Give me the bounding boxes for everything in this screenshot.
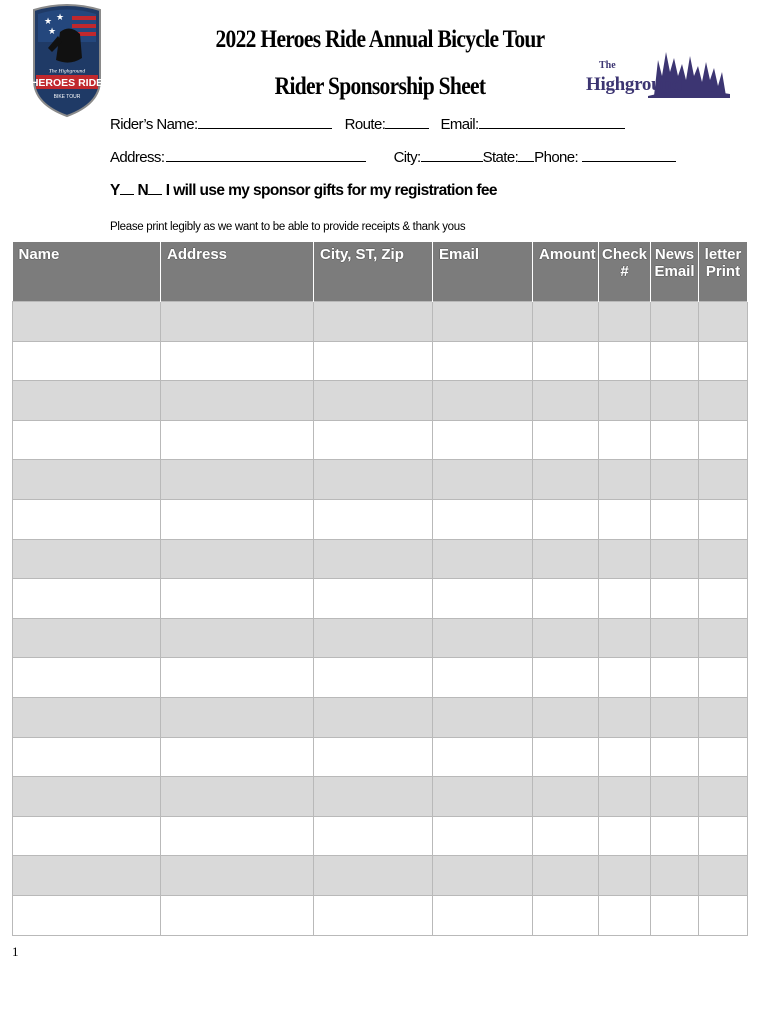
highground-logo <box>584 46 730 104</box>
cell-news-email[interactable] <box>651 579 699 619</box>
cell-address[interactable] <box>161 499 314 539</box>
cell-news-email[interactable] <box>651 777 699 817</box>
cell-city-st-zip[interactable] <box>314 499 433 539</box>
yes-label: Y <box>110 182 120 199</box>
cell-address[interactable] <box>161 895 314 935</box>
cell-email[interactable] <box>433 816 533 856</box>
cell-news-email[interactable] <box>651 618 699 658</box>
cell-email[interactable] <box>433 499 533 539</box>
yes-field[interactable] <box>120 180 134 195</box>
cell-news-email[interactable] <box>651 302 699 342</box>
svg-text:★: ★ <box>56 13 65 23</box>
cell-name[interactable] <box>13 777 161 817</box>
cell-address[interactable] <box>161 460 314 500</box>
svg-text:★: ★ <box>48 27 57 37</box>
cell-check-number[interactable] <box>599 579 651 619</box>
no-field[interactable] <box>148 180 162 195</box>
cell-email[interactable] <box>433 618 533 658</box>
cell-city-st-zip[interactable] <box>314 737 433 777</box>
table-row <box>13 460 748 500</box>
cell-address[interactable] <box>161 856 314 896</box>
cell-amount[interactable] <box>533 895 599 935</box>
form-line-sponsor <box>110 180 497 200</box>
cell-check-number[interactable] <box>599 341 651 381</box>
cell-news-email[interactable] <box>651 381 699 421</box>
sponsor-statement: I will use my sponsor gifts for my registration fee <box>165 182 497 199</box>
print-note: Please print legibly as we want to be able to provide receipts & thank yous <box>110 221 466 233</box>
cell-check-number[interactable] <box>599 618 651 658</box>
cell-email[interactable] <box>433 460 533 500</box>
cell-news-email[interactable] <box>651 658 699 698</box>
cell-letter-print[interactable] <box>699 579 748 619</box>
cell-news-email[interactable] <box>651 816 699 856</box>
heroes-ride-logo <box>30 2 104 118</box>
header-address: Address <box>161 242 314 302</box>
cell-city-st-zip[interactable] <box>314 777 433 817</box>
highground-the: The <box>599 60 616 71</box>
form-line-address <box>110 147 676 166</box>
table-row <box>13 618 748 658</box>
cell-letter-print[interactable] <box>699 618 748 658</box>
cell-letter-print[interactable] <box>699 460 748 500</box>
form-line-rider <box>110 114 625 133</box>
header-check-number: Check # <box>599 242 651 302</box>
cell-check-number[interactable] <box>599 856 651 896</box>
cell-amount[interactable] <box>533 697 599 737</box>
cell-letter-print[interactable] <box>699 895 748 935</box>
cell-amount[interactable] <box>533 381 599 421</box>
cell-email[interactable] <box>433 420 533 460</box>
cell-amount[interactable] <box>533 539 599 579</box>
cell-check-number[interactable] <box>599 539 651 579</box>
svg-text:★: ★ <box>44 17 53 27</box>
logo-top-text: The Highground <box>48 68 86 75</box>
cell-news-email[interactable] <box>651 460 699 500</box>
table-row <box>13 737 748 777</box>
cell-amount[interactable] <box>533 341 599 381</box>
cell-news-email[interactable] <box>651 856 699 896</box>
cell-city-st-zip[interactable] <box>314 539 433 579</box>
table-row <box>13 697 748 737</box>
table-row <box>13 302 748 342</box>
logo-main-text: HEROES RIDE <box>30 77 104 89</box>
cell-name[interactable] <box>13 579 161 619</box>
cell-address[interactable] <box>161 658 314 698</box>
table-row <box>13 499 748 539</box>
cell-address[interactable] <box>161 816 314 856</box>
cell-email[interactable] <box>433 697 533 737</box>
cell-city-st-zip[interactable] <box>314 302 433 342</box>
cell-amount[interactable] <box>533 737 599 777</box>
table-row <box>13 539 748 579</box>
cell-letter-print[interactable] <box>699 341 748 381</box>
cell-check-number[interactable] <box>599 737 651 777</box>
table-row <box>13 579 748 619</box>
cell-check-number[interactable] <box>599 816 651 856</box>
cell-email[interactable] <box>433 302 533 342</box>
cell-name[interactable] <box>13 697 161 737</box>
riders-name-field[interactable] <box>198 114 332 129</box>
sponsor-table <box>12 242 748 936</box>
header-news-email: News Email <box>651 242 699 302</box>
cell-letter-print[interactable] <box>699 658 748 698</box>
cell-amount[interactable] <box>533 856 599 896</box>
cell-letter-print[interactable] <box>699 302 748 342</box>
header-name: Name <box>13 242 161 302</box>
page-number: 1 <box>12 944 19 959</box>
cell-amount[interactable] <box>533 618 599 658</box>
city-label: City: <box>393 149 421 166</box>
cell-news-email[interactable] <box>651 341 699 381</box>
header-amount: Amount <box>533 242 599 302</box>
state-field[interactable] <box>518 147 534 162</box>
cell-city-st-zip[interactable] <box>314 658 433 698</box>
cell-news-email[interactable] <box>651 499 699 539</box>
cell-name[interactable] <box>13 302 161 342</box>
cell-address[interactable] <box>161 539 314 579</box>
cell-address[interactable] <box>161 737 314 777</box>
cell-news-email[interactable] <box>651 420 699 460</box>
email-label: Email: <box>440 116 479 133</box>
cell-email[interactable] <box>433 895 533 935</box>
cell-letter-print[interactable] <box>699 539 748 579</box>
cell-letter-print[interactable] <box>699 697 748 737</box>
page-title: 2022 Heroes Ride Annual Bicycle Tour <box>215 26 545 53</box>
phone-field[interactable] <box>582 147 676 162</box>
address-label: Address: <box>110 149 165 166</box>
cell-email[interactable] <box>433 381 533 421</box>
cell-amount[interactable] <box>533 302 599 342</box>
cell-news-email[interactable] <box>651 539 699 579</box>
cell-city-st-zip[interactable] <box>314 341 433 381</box>
cell-address[interactable] <box>161 697 314 737</box>
cell-email[interactable] <box>433 777 533 817</box>
cell-news-email[interactable] <box>651 737 699 777</box>
cell-email[interactable] <box>433 737 533 777</box>
table-row <box>13 381 748 421</box>
route-field[interactable] <box>385 114 429 129</box>
cell-check-number[interactable] <box>599 658 651 698</box>
logo-bottom-text: BIKE TOUR <box>53 94 81 100</box>
cell-city-st-zip[interactable] <box>314 618 433 658</box>
cell-name[interactable] <box>13 816 161 856</box>
cell-letter-print[interactable] <box>699 856 748 896</box>
email-field[interactable] <box>479 114 625 129</box>
riders-name-label: Rider’s Name: <box>110 116 198 133</box>
cell-letter-print[interactable] <box>699 816 748 856</box>
cell-city-st-zip[interactable] <box>314 895 433 935</box>
cell-city-st-zip[interactable] <box>314 381 433 421</box>
cell-letter-print[interactable] <box>699 381 748 421</box>
header-city-st-zip: City, ST, Zip <box>314 242 433 302</box>
cell-news-email[interactable] <box>651 697 699 737</box>
cell-letter-print[interactable] <box>699 499 748 539</box>
cell-check-number[interactable] <box>599 381 651 421</box>
cell-city-st-zip[interactable] <box>314 816 433 856</box>
cell-check-number[interactable] <box>599 302 651 342</box>
cell-check-number[interactable] <box>599 420 651 460</box>
cell-email[interactable] <box>433 539 533 579</box>
cell-name[interactable] <box>13 499 161 539</box>
cell-letter-print[interactable] <box>699 737 748 777</box>
cell-name[interactable] <box>13 618 161 658</box>
table-row <box>13 777 748 817</box>
table-row <box>13 341 748 381</box>
cell-name[interactable] <box>13 856 161 896</box>
cell-amount[interactable] <box>533 579 599 619</box>
table-row <box>13 420 748 460</box>
cell-letter-print[interactable] <box>699 420 748 460</box>
highground-name: Highground <box>586 74 682 95</box>
cell-amount[interactable] <box>533 460 599 500</box>
table-row <box>13 816 748 856</box>
cell-check-number[interactable] <box>599 499 651 539</box>
no-label: N <box>137 182 149 199</box>
cell-name[interactable] <box>13 658 161 698</box>
cell-city-st-zip[interactable] <box>314 460 433 500</box>
cell-news-email[interactable] <box>651 895 699 935</box>
cell-address[interactable] <box>161 777 314 817</box>
page-subtitle: Rider Sponsorship Sheet <box>274 73 486 100</box>
cell-email[interactable] <box>433 856 533 896</box>
cell-address[interactable] <box>161 341 314 381</box>
header-letter-print: letter Print <box>699 242 748 302</box>
phone-label: Phone: <box>534 149 579 166</box>
cell-letter-print[interactable] <box>699 777 748 817</box>
cell-check-number[interactable] <box>599 895 651 935</box>
cell-address[interactable] <box>161 420 314 460</box>
cell-name[interactable] <box>13 895 161 935</box>
cell-name[interactable] <box>13 539 161 579</box>
cell-city-st-zip[interactable] <box>314 856 433 896</box>
cell-amount[interactable] <box>533 777 599 817</box>
cell-city-st-zip[interactable] <box>314 420 433 460</box>
cell-name[interactable] <box>13 420 161 460</box>
cell-amount[interactable] <box>533 499 599 539</box>
address-field[interactable] <box>166 147 366 162</box>
header-email: Email <box>433 242 533 302</box>
cell-city-st-zip[interactable] <box>314 697 433 737</box>
table-row <box>13 658 748 698</box>
table-row <box>13 895 748 935</box>
table-row <box>13 856 748 896</box>
cell-amount[interactable] <box>533 420 599 460</box>
cell-name[interactable] <box>13 341 161 381</box>
table-header-row <box>13 242 748 302</box>
cell-name[interactable] <box>13 460 161 500</box>
cell-check-number[interactable] <box>599 460 651 500</box>
cell-check-number[interactable] <box>599 697 651 737</box>
cell-address[interactable] <box>161 302 314 342</box>
cell-address[interactable] <box>161 618 314 658</box>
cell-amount[interactable] <box>533 816 599 856</box>
cell-amount[interactable] <box>533 658 599 698</box>
cell-address[interactable] <box>161 381 314 421</box>
city-field[interactable] <box>421 147 483 162</box>
cell-email[interactable] <box>433 579 533 619</box>
cell-email[interactable] <box>433 341 533 381</box>
cell-name[interactable] <box>13 381 161 421</box>
route-label: Route: <box>344 116 386 133</box>
cell-email[interactable] <box>433 658 533 698</box>
cell-name[interactable] <box>13 737 161 777</box>
cell-check-number[interactable] <box>599 777 651 817</box>
cell-city-st-zip[interactable] <box>314 579 433 619</box>
cell-address[interactable] <box>161 579 314 619</box>
state-label: State: <box>482 149 519 166</box>
